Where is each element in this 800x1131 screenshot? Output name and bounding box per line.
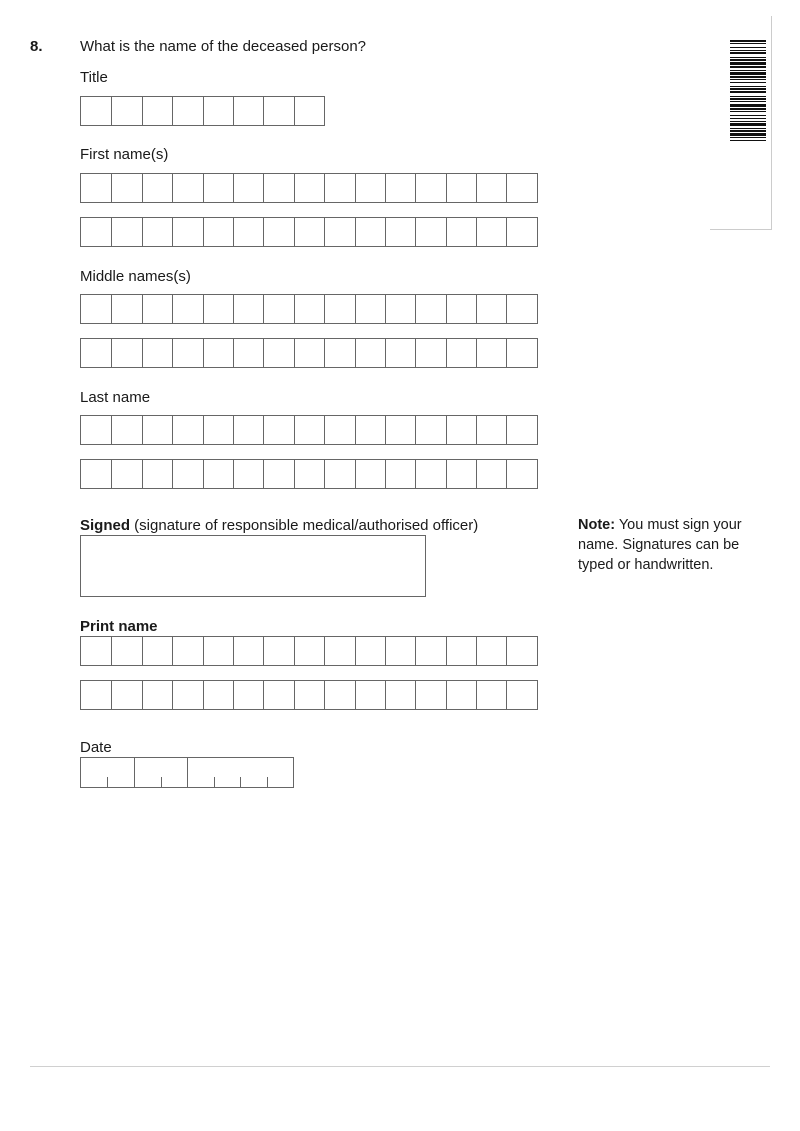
char-cell[interactable] <box>385 295 415 323</box>
char-cell[interactable] <box>415 460 445 488</box>
title-input[interactable] <box>80 96 325 126</box>
char-cell[interactable] <box>142 416 172 444</box>
print-name-label: Print name <box>80 618 158 635</box>
char-cell[interactable] <box>172 295 202 323</box>
char-cell[interactable] <box>506 174 536 202</box>
char-cell[interactable] <box>142 681 172 709</box>
char-cell[interactable] <box>111 295 141 323</box>
char-cell[interactable] <box>111 416 141 444</box>
char-cell[interactable] <box>111 174 141 202</box>
barcode-panel <box>710 16 772 230</box>
char-cell[interactable] <box>172 339 202 367</box>
char-cell[interactable] <box>142 460 172 488</box>
char-cell[interactable] <box>111 97 141 125</box>
char-cell[interactable] <box>476 460 506 488</box>
char-cell[interactable] <box>142 97 172 125</box>
char-cell[interactable] <box>263 416 293 444</box>
char-cell[interactable] <box>385 339 415 367</box>
last-name-label: Last name <box>80 389 151 406</box>
first-names-label: First name(s) <box>80 146 169 163</box>
char-cell[interactable] <box>446 637 476 665</box>
date-input[interactable] <box>80 757 294 788</box>
char-cell[interactable] <box>476 218 506 246</box>
char-cell[interactable] <box>415 681 445 709</box>
char-cell[interactable] <box>385 681 415 709</box>
char-cell[interactable] <box>385 174 415 202</box>
char-cell[interactable] <box>506 295 536 323</box>
signature-box[interactable] <box>80 535 426 597</box>
char-cell[interactable] <box>172 218 202 246</box>
char-cell[interactable] <box>233 339 263 367</box>
char-cell[interactable] <box>203 295 233 323</box>
char-cell[interactable] <box>355 295 385 323</box>
char-cell[interactable] <box>263 637 293 665</box>
print-name-input-line-1[interactable] <box>80 636 538 666</box>
char-cell[interactable] <box>446 339 476 367</box>
char-cell[interactable] <box>81 460 111 488</box>
char-cell[interactable] <box>506 416 536 444</box>
char-cell[interactable] <box>263 295 293 323</box>
char-cell[interactable] <box>263 460 293 488</box>
char-cell[interactable] <box>81 637 111 665</box>
char-cell[interactable] <box>506 339 536 367</box>
char-cell[interactable] <box>355 339 385 367</box>
char-cell[interactable] <box>415 339 445 367</box>
char-cell[interactable] <box>233 637 263 665</box>
char-cell[interactable] <box>324 637 354 665</box>
char-cell[interactable] <box>263 174 293 202</box>
char-cell[interactable] <box>263 339 293 367</box>
char-cell[interactable] <box>324 339 354 367</box>
char-cell[interactable] <box>263 681 293 709</box>
char-cell[interactable] <box>324 295 354 323</box>
char-cell[interactable] <box>111 681 141 709</box>
signed-label-bold: Signed <box>80 517 131 534</box>
char-cell[interactable] <box>294 637 324 665</box>
char-cell[interactable] <box>111 460 141 488</box>
char-cell[interactable] <box>355 416 385 444</box>
char-cell[interactable] <box>81 97 111 125</box>
char-cell[interactable] <box>172 637 202 665</box>
char-cell[interactable] <box>142 295 172 323</box>
char-cell[interactable] <box>446 460 476 488</box>
char-cell[interactable] <box>476 681 506 709</box>
char-cell[interactable] <box>81 681 111 709</box>
title-label: Title <box>80 69 108 86</box>
char-cell[interactable] <box>294 97 324 125</box>
char-cell[interactable] <box>385 460 415 488</box>
first-names-input-line-1[interactable] <box>80 173 538 203</box>
last-name-input-line-1[interactable] <box>80 415 538 445</box>
char-cell[interactable] <box>446 681 476 709</box>
print-name-input-line-2[interactable] <box>80 680 538 710</box>
char-cell[interactable] <box>355 637 385 665</box>
char-cell[interactable] <box>203 460 233 488</box>
first-names-input-line-2[interactable] <box>80 217 538 247</box>
char-cell[interactable] <box>81 416 111 444</box>
char-cell[interactable] <box>324 416 354 444</box>
question-text: What is the name of the deceased person? <box>80 38 367 55</box>
note-bold: Note: <box>578 517 616 533</box>
char-cell[interactable] <box>233 681 263 709</box>
char-cell[interactable] <box>111 218 141 246</box>
char-cell[interactable] <box>203 218 233 246</box>
char-cell[interactable] <box>233 460 263 488</box>
char-cell[interactable] <box>385 416 415 444</box>
char-cell[interactable] <box>172 174 202 202</box>
middle-names-label: Middle names(s) <box>80 268 191 285</box>
char-cell[interactable] <box>355 460 385 488</box>
char-cell[interactable] <box>233 416 263 444</box>
char-cell[interactable] <box>415 295 445 323</box>
char-cell[interactable] <box>294 339 324 367</box>
char-cell[interactable] <box>324 218 354 246</box>
char-cell[interactable] <box>506 637 536 665</box>
char-cell[interactable] <box>506 218 536 246</box>
char-cell[interactable] <box>446 218 476 246</box>
char-cell[interactable] <box>294 681 324 709</box>
char-cell[interactable] <box>203 339 233 367</box>
char-cell[interactable] <box>111 637 141 665</box>
char-cell[interactable] <box>172 416 202 444</box>
char-cell[interactable] <box>142 339 172 367</box>
char-cell[interactable] <box>111 339 141 367</box>
char-cell[interactable] <box>355 218 385 246</box>
char-cell[interactable] <box>294 416 324 444</box>
char-cell[interactable] <box>355 174 385 202</box>
char-cell[interactable] <box>506 460 536 488</box>
char-cell[interactable] <box>476 339 506 367</box>
char-cell[interactable] <box>203 97 233 125</box>
char-cell[interactable] <box>81 174 111 202</box>
char-cell[interactable] <box>233 295 263 323</box>
char-cell[interactable] <box>263 218 293 246</box>
signed-label <box>80 517 478 534</box>
middle-names-input-line-1[interactable] <box>80 294 538 324</box>
char-cell[interactable] <box>415 174 445 202</box>
char-cell[interactable] <box>203 174 233 202</box>
char-cell[interactable] <box>81 218 111 246</box>
char-cell[interactable] <box>203 416 233 444</box>
char-cell[interactable] <box>203 681 233 709</box>
char-cell[interactable] <box>203 637 233 665</box>
char-cell[interactable] <box>294 460 324 488</box>
char-cell[interactable] <box>294 218 324 246</box>
char-cell[interactable] <box>172 460 202 488</box>
char-cell[interactable] <box>142 637 172 665</box>
last-name-input-line-2[interactable] <box>80 459 538 489</box>
char-cell[interactable] <box>324 460 354 488</box>
char-cell[interactable] <box>294 295 324 323</box>
char-cell[interactable] <box>81 339 111 367</box>
char-cell[interactable] <box>324 174 354 202</box>
char-cell[interactable] <box>506 681 536 709</box>
char-cell[interactable] <box>263 97 293 125</box>
char-cell[interactable] <box>476 637 506 665</box>
char-cell[interactable] <box>142 174 172 202</box>
barcode-icon <box>730 40 766 230</box>
middle-names-input-line-2[interactable] <box>80 338 538 368</box>
char-cell[interactable] <box>172 97 202 125</box>
question-number: 8. <box>30 38 43 55</box>
char-cell[interactable] <box>294 174 324 202</box>
char-cell[interactable] <box>233 218 263 246</box>
char-cell[interactable] <box>446 174 476 202</box>
char-cell[interactable] <box>415 416 445 444</box>
char-cell[interactable] <box>415 637 445 665</box>
char-cell[interactable] <box>476 295 506 323</box>
char-cell[interactable] <box>142 218 172 246</box>
char-cell[interactable] <box>81 295 111 323</box>
char-cell[interactable] <box>233 97 263 125</box>
char-cell[interactable] <box>385 637 415 665</box>
date-label: Date <box>80 739 112 756</box>
char-cell[interactable] <box>172 681 202 709</box>
char-cell[interactable] <box>446 416 476 444</box>
char-cell[interactable] <box>476 416 506 444</box>
signature-note <box>578 515 768 575</box>
char-cell[interactable] <box>355 681 385 709</box>
signed-label-rest: (signature of responsible medical/authorised officer) <box>130 517 479 534</box>
char-cell[interactable] <box>233 174 263 202</box>
footer-divider <box>30 1066 770 1067</box>
char-cell[interactable] <box>324 681 354 709</box>
char-cell[interactable] <box>415 218 445 246</box>
note-text: You must sign your name. Signatures can be typed or handwritten. <box>578 517 742 573</box>
char-cell[interactable] <box>476 174 506 202</box>
char-cell[interactable] <box>446 295 476 323</box>
char-cell[interactable] <box>385 218 415 246</box>
